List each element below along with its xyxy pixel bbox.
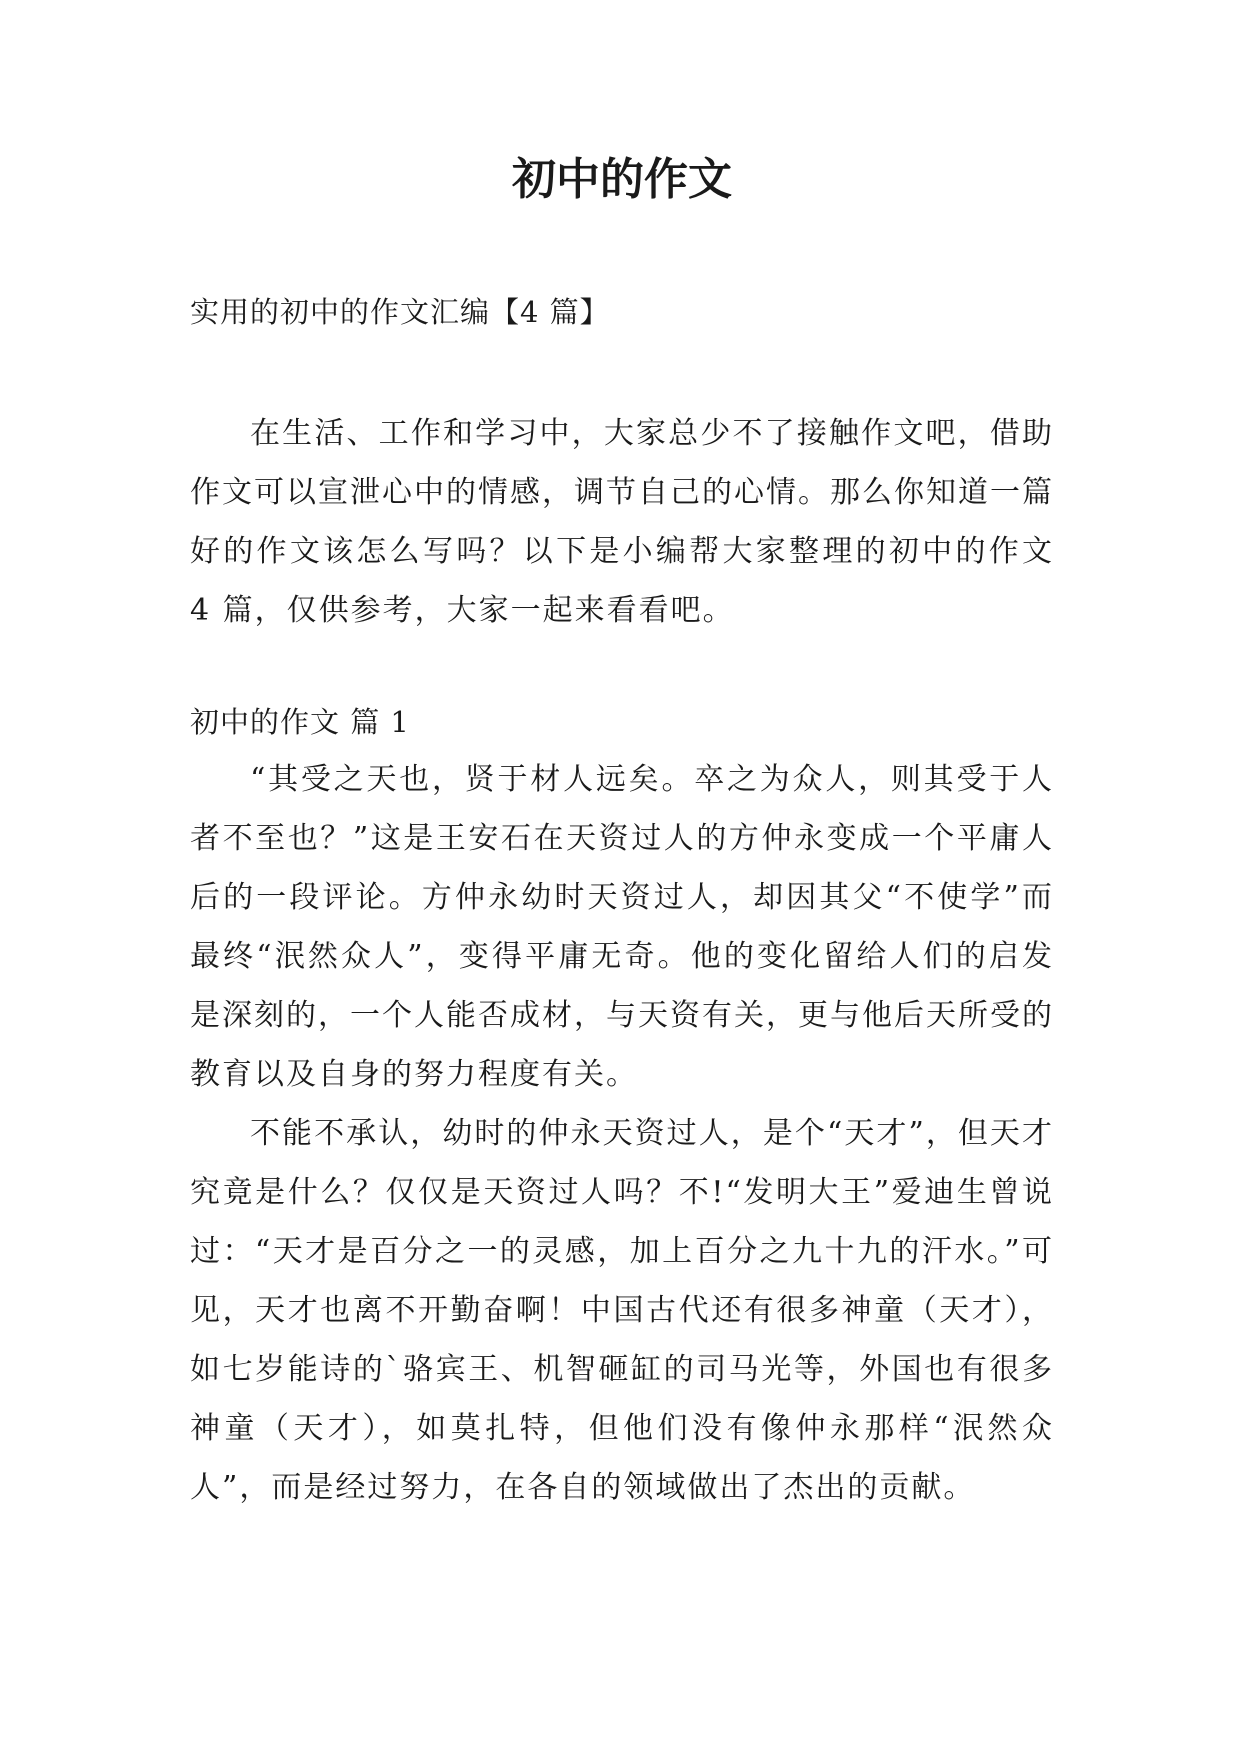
document-title: 初中的作文 — [512, 154, 732, 205]
body-paragraph-2: 不能不承认，幼时的仲永天资过人，是个“天才”，但天才究竟是什么？仅仅是天资过人吗？不!“发明大王”爱迪生曾说过：“天才是百分之一的灵感，加上百分之九十九的汗水。”可见，天才也离不开勤奋啊！中国古代还有很多神童（天才），如七岁能诗的`骆宾王、机智砸缸的司马光等，外国也有很多神童（天才），如莫扎特，但他们没有像仲永那样“泯然众人”，而是经过努力，在各自的领域做出了杰出的贡献。 — [190, 1116, 1054, 1505]
body-paragraph-1: “其受之天也，贤于材人远矣。卒之为众人，则其受于人者不至也？”这是王安石在天资过人的方仲永变成一个平庸人后的一段评论。方仲永幼时天资过人，却因其父“不使学”而最终“泯然众人”，变得平庸无奇。他的变化留给人们的启发是深刻的，一个人能否成材，与天资有关，更与他后天所受的教育以及自身的努力程度有关。 — [190, 762, 1054, 1092]
intro-paragraph: 在生活、工作和学习中，大家总少不了接触作文吧，借助作文可以宣泄心中的情感，调节自己的心情。那么你知道一篇好的作文该怎么写吗？以下是小编帮大家整理的初中的作文 4 篇，仅供参考，大家一起来看看吧。 — [190, 416, 1054, 628]
section-body — [190, 750, 1054, 1517]
section-heading: 初中的作文 篇 1 — [190, 705, 410, 739]
document-subtitle: 实用的初中的作文汇编【4 篇】 — [190, 295, 610, 329]
